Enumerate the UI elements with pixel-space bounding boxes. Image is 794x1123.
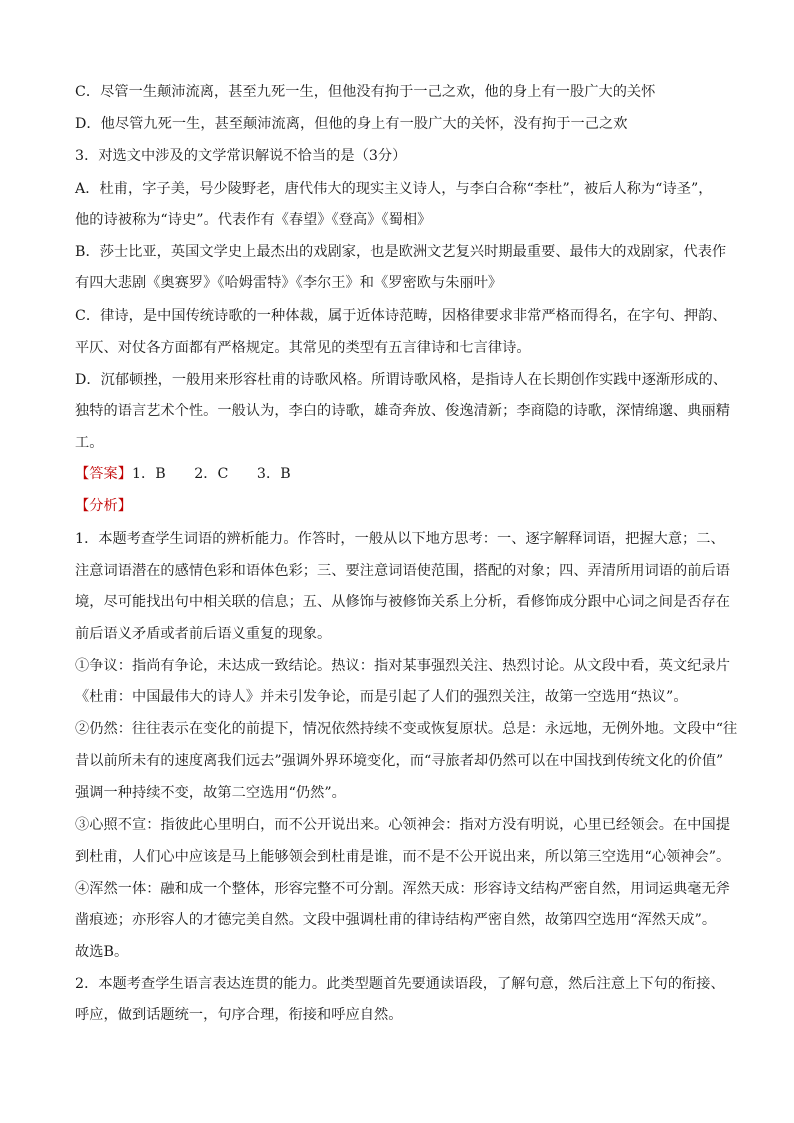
option-a-line-2: 他的诗被称为“诗史”。代表作有《春望》《登高》《蜀相》 xyxy=(75,212,432,228)
conclusion-line: 故选B。 xyxy=(75,944,129,960)
option-b-line-2: 有四大悲剧《奥赛罗》《哈姆雷特》《李尔王》和《罗密欧与朱丽叶》 xyxy=(75,275,503,291)
item-1-line-1: ①争议：指尚有争论，未达成一致结论。热议：指对某事强烈关注、热烈讨论。从文段中看，英文纪录片 xyxy=(75,658,730,674)
analysis-1-line-2: 注意词语潜在的感情色彩和语体色彩；三、要注意词语使范围，搭配的对象；四、弄清所用词语的前后语 xyxy=(75,563,730,579)
analysis-label: 【分析】 xyxy=(75,498,132,514)
analysis-2-line-2: 呼应，做到话题统一，句序合理，衔接和呼应自然。 xyxy=(75,1007,403,1023)
option-d-line-3: 工。 xyxy=(75,435,104,451)
question-3-text: 3．对选文中涉及的文学常识解说不恰当的是（3分） xyxy=(75,148,407,164)
item-4-line-1: ④浑然一体：融和成一个整体，形容完整不可分割。浑然天成：形容诗文结构严密自然，用词运典毫无斧 xyxy=(75,881,730,897)
analysis-2-line-1: 2．本题考查学生语言表达连贯的能力。此类型题首先要通读语段，了解句意，然后注意上下句的衔接、 xyxy=(75,976,725,992)
analysis-1-line-4: 前后语义矛盾或者前后语义重复的现象。 xyxy=(75,626,332,642)
option-c-text: C．尽管一生颠沛流离，甚至九死一生，但他没有拘于一己之欢，他的身上有一股广大的关怀 xyxy=(75,84,656,100)
item-2-line-2: 昔以前所未有的速度离我们远去”强调外界环境变化，而“寻旅者却仍然可以在中国找到传统文化的价值” xyxy=(75,753,724,769)
option-a-line-1: A．杜甫，字子美，号少陵野老，唐代伟大的现实主义诗人，与李白合称“李杜”，被后人称为“诗圣”， xyxy=(75,181,713,197)
item-3-line-2: 到杜甫，人们心中应该是马上能够领会到杜甫是谁，而不是不公开说出来，所以第三空选用“心领神会”。 xyxy=(75,849,731,865)
item-3-line-1: ③心照不宣：指彼此心里明白，而不公开说出来。心领神会：指对方没有明说，心里已经领会。在中国提 xyxy=(75,817,730,833)
option-d-line-2: 独特的语言艺术个性。一般认为，李白的诗歌，雄奇奔放、俊逸清新；李商隐的诗歌，深情绵邈、典丽精 xyxy=(75,403,730,419)
item-2-line-1: ②仍然：往往表示在变化的前提下，情况依然持续不变或恢复原状。总是：永远地，无例外地。文段中“往 xyxy=(75,721,738,737)
answer-values: 1．B 2．C 3．B xyxy=(131,466,291,482)
option-b-line-1: B．莎士比亚，英国文学史上最杰出的戏剧家，也是欧洲文艺复兴时期最重要、最伟大的戏剧家，代表作 xyxy=(75,244,727,260)
analysis-1-line-1: 1．本题考查学生词语的辨析能力。作答时，一般从以下地方思考：一、逐字解释词语，把握大意；二、 xyxy=(75,531,725,547)
option-d-text: D．他尽管九死一生，甚至颠沛流离，但他的身上有一股广大的关怀，没有拘于一己之欢 xyxy=(75,116,628,132)
item-4-line-2: 凿痕迹；亦形容人的才德完美自然。文段中强调杜甫的律诗结构严密自然，故第四空选用“浑然天成”。 xyxy=(75,912,717,928)
option-d-line-1: D．沉郁顿挫，一般用来形容杜甫的诗歌风格。所谓诗歌风格，是指诗人在长期创作实践中逐渐形成的、 xyxy=(75,372,728,388)
analysis-1-line-3: 境，尽可能找出句中相关联的信息；五、从修饰与被修饰关系上分析，看修饰成分跟中心词之间是否存在 xyxy=(75,594,730,610)
option-c-line-1: C．律诗，是中国传统诗歌的一种体裁，属于近体诗范畴，因格律要求非常严格而得名，在字句、押韵、 xyxy=(75,308,727,324)
item-2-line-3: 强调一种持续不变，故第二空选用“仍然”。 xyxy=(75,785,346,801)
answer-line xyxy=(75,464,291,484)
option-c-line-2: 平仄、对仗各方面都有严格规定。其常见的类型有五言律诗和七言律诗。 xyxy=(75,340,531,356)
item-1-line-2: 《杜甫：中国最伟大的诗人》并未引发争论，而是引起了人们的强烈关注，故第一空选用“热议”。 xyxy=(75,689,688,705)
answer-label: 【答案】 xyxy=(75,466,132,482)
